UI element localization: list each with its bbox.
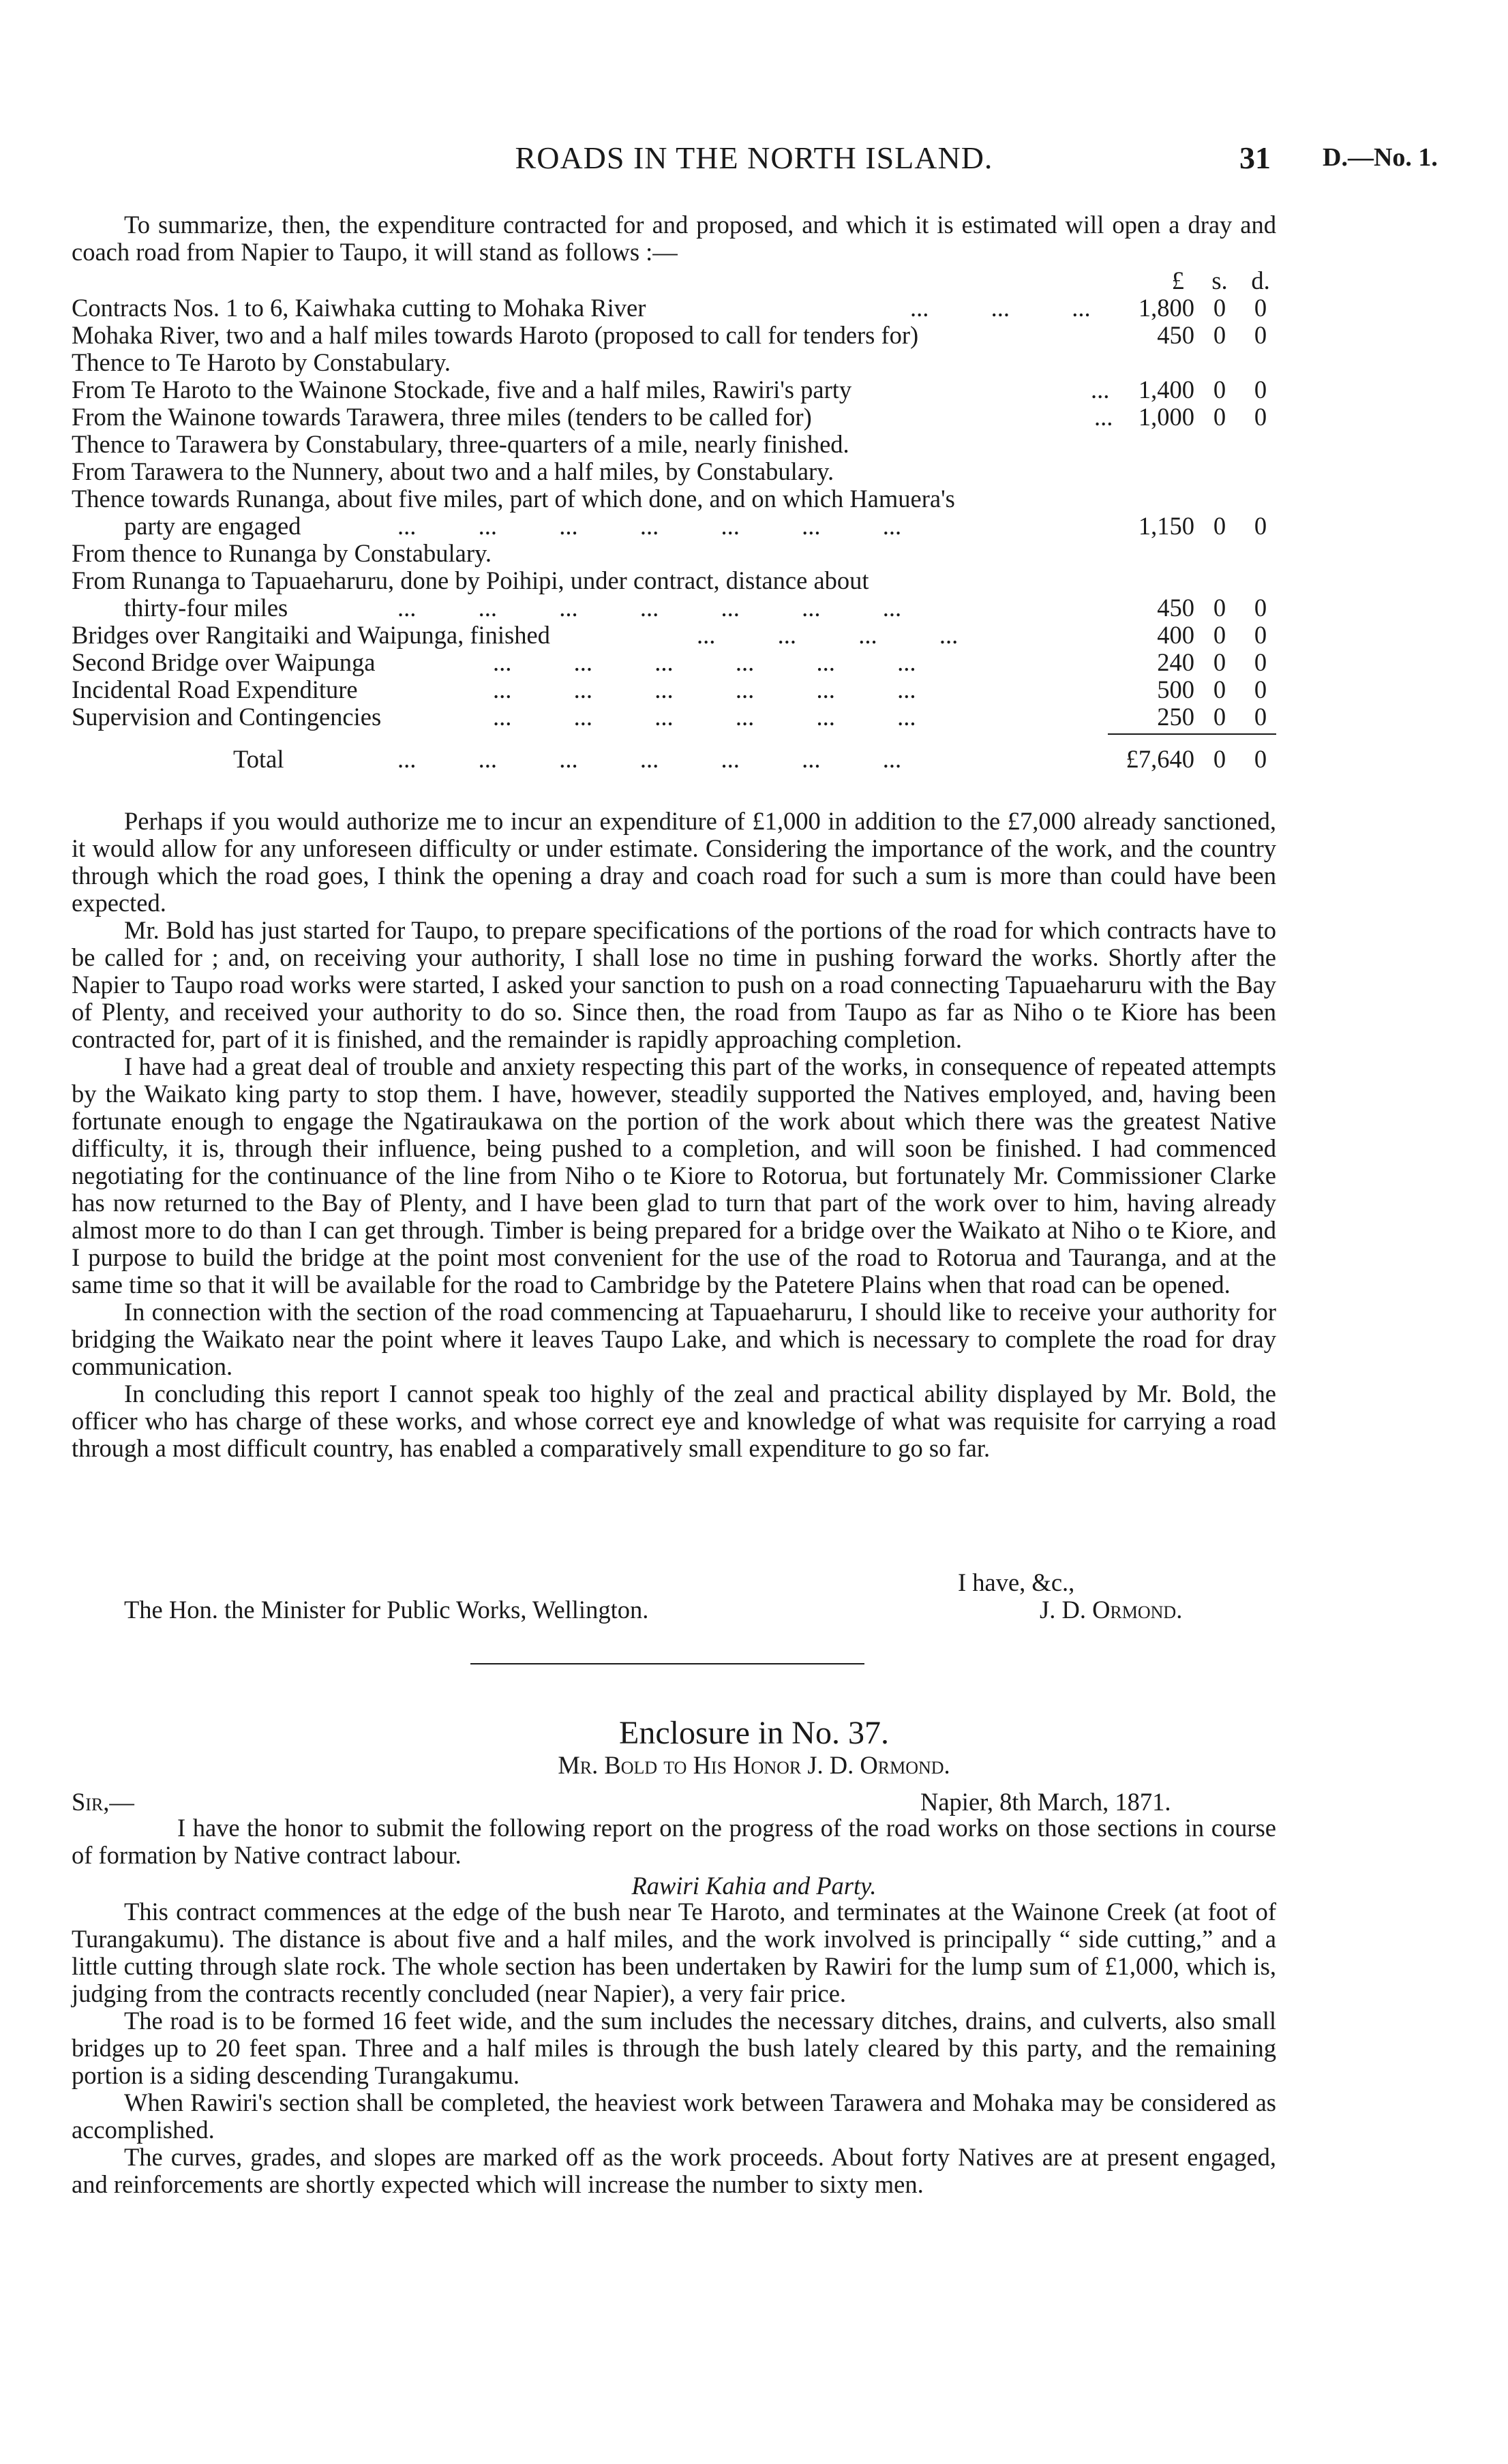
table-header-row	[72, 266, 1276, 293]
body-paragraph: In connection with the section of the road commencing at Tapuaeharuru, I should like to receive your authority for bridging the Waikato near the point where it leaves Taupo Lake, and which is necessary to complete the road for dray communication.	[72, 1298, 1276, 1380]
row-description: Supervision and Contingencies	[72, 703, 382, 731]
page-number: 31	[1239, 140, 1271, 175]
total-rule	[1108, 733, 1276, 735]
document-reference: D.—No. 1.	[1323, 143, 1438, 172]
row-leader-dots: ...	[1091, 376, 1110, 404]
col-pounds-header: £	[1171, 267, 1184, 294]
row-shillings: 0	[1213, 512, 1226, 540]
table-row	[72, 375, 1276, 402]
signature: J. D. Ormond.	[1040, 1596, 1183, 1624]
row-pounds: 450	[1157, 321, 1194, 349]
dateline: Napier, 8th March, 1871.	[920, 1788, 1171, 1816]
expenditure-table	[72, 266, 1276, 774]
row-leader-dots: ... ... ... ... ... ... ...	[397, 512, 902, 540]
row-pounds: 400	[1157, 621, 1194, 649]
table-row	[72, 566, 1276, 593]
row-shillings: 0	[1213, 321, 1226, 349]
col-pence-header: d.	[1251, 267, 1270, 294]
row-pence: 0	[1254, 621, 1267, 649]
row-shillings: 0	[1213, 403, 1226, 431]
row-pounds: 500	[1157, 675, 1194, 703]
body-paragraph: In concluding this report I cannot speak too highly of the zeal and practical ability displayed by Mr. Bold, the officer who has charge of these works, and whose correct eye and knowledge of what was requisite for carrying a road through a most difficult country, has enabled a comparatively small expenditure to go so far.	[72, 1380, 1276, 1462]
row-pence: 0	[1254, 594, 1267, 622]
page-header	[0, 133, 1508, 181]
row-leader-dots: ... ... ... ... ... ...	[493, 675, 916, 703]
enclosure-paragraph: The road is to be formed 16 feet wide, and the sum includes the necessary ditches, drains, and culverts, also small bridges up to 20 feet span. Three and a half miles is through the bush lately cleared by this party, and the remaining portion is a siding descending Turangakumu.	[72, 2007, 1276, 2089]
row-shillings: 0	[1213, 675, 1226, 703]
enclosure-paragraph: When Rawiri's section shall be completed, the heaviest work between Tarawera and Mohaka may be considered as accomplished.	[72, 2088, 1276, 2144]
table-row	[72, 675, 1276, 702]
row-description: Thence to Tarawera by Constabulary, three-quarters of a mile, nearly finished.	[72, 430, 849, 458]
body-paragraph: Perhaps if you would authorize me to incur an expenditure of £1,000 in addition to the £7,000 already sanctioned, it would allow for any unforeseen difficulty or under estimate. Considering the importance of the work, and the country through which the road goes, I think the opening a dray and coach road for such a sum is more than could have been expected.	[72, 807, 1276, 917]
enclosure-paragraph: The curves, grades, and slopes are marked off as the work proceeds. About forty Natives are at present engaged, and reinforcements are shortly expected which will increase the number to sixty men.	[72, 2143, 1276, 2198]
row-description: From the Wainone towards Tarawera, three miles (tenders to be called for)	[72, 403, 812, 431]
row-leader-dots: ...	[1094, 403, 1113, 431]
row-pounds: 1,150	[1138, 512, 1194, 540]
row-pence: 0	[1254, 512, 1267, 540]
row-shillings: 0	[1213, 594, 1226, 622]
row-pence: 0	[1254, 703, 1267, 731]
table-row	[72, 620, 1276, 648]
enclosure-paragraph: This contract commences at the edge of the bush near Te Haroto, and terminates at the Wainone Creek (at foot of Turangakumu). The distance is about five and a half miles, and the work involved is principally “ side cutting,” and a little cutting through slate rock. The whole section has been undertaken by Rawiri for the lump sum of £1,000, which is, judging from the contracts recently concluded (near Napier), a very fair price.	[72, 1898, 1276, 2007]
row-description: From thence to Runanga by Constabulary.	[72, 539, 492, 567]
table-row	[72, 457, 1276, 484]
row-description: Thence to Te Haroto by Constabulary.	[72, 348, 451, 376]
row-leader-dots: ... ... ...	[910, 294, 1091, 322]
row-description: Incidental Road Expenditure	[72, 675, 358, 703]
row-description: Mohaka River, two and a half miles towards Haroto (proposed to call for tenders for)	[72, 321, 919, 349]
row-shillings: 0	[1213, 294, 1226, 322]
summary-intro	[72, 211, 1276, 266]
table-row	[72, 538, 1276, 566]
col-shillings-header: s.	[1211, 267, 1228, 294]
table-row	[72, 511, 1276, 538]
enclosure-body	[72, 1898, 1276, 2198]
row-shillings: 0	[1213, 703, 1226, 731]
row-pounds: 1,800	[1138, 294, 1194, 322]
total-row	[72, 744, 1276, 774]
table-row	[72, 648, 1276, 675]
table-row	[72, 293, 1276, 320]
total-pence: 0	[1254, 745, 1267, 773]
intro-paragraph: To summarize, then, the expenditure contracted for and proposed, and which it is estimated will open a dray and coach road from Napier to Taupo, it will stand as follows :—	[72, 211, 1276, 266]
salutation: Sir,—	[72, 1788, 134, 1816]
section-divider	[470, 1663, 864, 1664]
row-pounds: 240	[1157, 648, 1194, 676]
row-shillings: 0	[1213, 621, 1226, 649]
running-title: ROADS IN THE NORTH ISLAND.	[515, 140, 993, 175]
table-row	[72, 402, 1276, 429]
total-label: Total	[233, 745, 284, 773]
valediction: I have, &c.,	[958, 1568, 1075, 1596]
row-shillings: 0	[1213, 376, 1226, 404]
total-shillings: 0	[1213, 745, 1226, 773]
row-pounds: 450	[1157, 594, 1194, 622]
table-row	[72, 593, 1276, 620]
row-pounds: 1,000	[1138, 403, 1194, 431]
total-pounds: £7,640	[1126, 745, 1194, 773]
letter-body	[72, 808, 1276, 1462]
addressee: The Hon. the Minister for Public Works, Wellington.	[124, 1596, 649, 1624]
row-pence: 0	[1254, 321, 1267, 349]
row-pence: 0	[1254, 294, 1267, 322]
section-heading: Rawiri Kahia and Party.	[631, 1872, 877, 1900]
row-description: From Te Haroto to the Wainone Stockade, five and a half miles, Rawiri's party	[72, 376, 852, 404]
enclosure-title: Enclosure in No. 37.	[619, 1715, 889, 1751]
table-row	[72, 320, 1276, 348]
row-shillings: 0	[1213, 648, 1226, 676]
table-body	[72, 293, 1276, 729]
row-leader-dots: ... ... ... ... ... ...	[493, 648, 916, 676]
enclosure-intro-paragraph: I have the honor to submit the following report on the progress of the road works on those sections in course of formation by Native contract labour.	[72, 1814, 1276, 1869]
total-dots: ... ... ... ... ... ... ...	[397, 745, 902, 773]
row-description: Thence towards Runanga, about five miles, part of which done, and on which Hamuera's	[72, 485, 955, 513]
total-rule-area	[72, 729, 1276, 744]
enclosure-intro	[72, 1814, 1276, 1869]
row-description: From Runanga to Tapuaeharuru, done by Poihipi, under contract, distance about	[72, 566, 869, 594]
row-description: party are engaged	[124, 512, 301, 540]
enclosure-subtitle: Mr. Bold to His Honor J. D. Ormond.	[558, 1751, 950, 1779]
row-description: Bridges over Rangitaiki and Waipunga, finished	[72, 621, 550, 649]
row-pence: 0	[1254, 648, 1267, 676]
table-row	[72, 484, 1276, 511]
row-pence: 0	[1254, 403, 1267, 431]
table-row	[72, 429, 1276, 457]
row-description: From Tarawera to the Nunnery, about two and a half miles, by Constabulary.	[72, 457, 834, 485]
row-leader-dots: ... ... ... ... ... ... ...	[397, 594, 902, 622]
table-row	[72, 702, 1276, 729]
body-paragraph: Mr. Bold has just started for Taupo, to prepare specifications of the portions of the road for which contracts have to be called for ; and, on receiving your authority, I shall lose no time in pushing forward the works. Shortly after the Napier to Taupo road works were started, I asked your sanction to push on a road connecting Tapuaeharuru with the Bay of Plenty, and received your authority to do so. Since then, the road from Taupo as far as Niho o te Kiore has been contracted for, part of it is finished, and the remainder is rapidly approaching completion.	[72, 916, 1276, 1053]
table-row	[72, 348, 1276, 375]
row-pence: 0	[1254, 376, 1267, 404]
row-description: Contracts Nos. 1 to 6, Kaiwhaka cutting to Mohaka River	[72, 294, 646, 322]
row-description: Second Bridge over Waipunga	[72, 648, 376, 676]
row-pounds: 250	[1157, 703, 1194, 731]
row-leader-dots: ... ... ... ...	[697, 621, 959, 649]
row-leader-dots: ... ... ... ... ... ...	[493, 703, 916, 731]
row-pounds: 1,400	[1138, 376, 1194, 404]
row-pence: 0	[1254, 675, 1267, 703]
body-paragraph: I have had a great deal of trouble and anxiety respecting this part of the works, in consequence of repeated attempts by the Waikato king party to stop them. I have, however, steadily supported the Natives employed, and, having been fortunate enough to engage the Ngatiraukawa on the portion of the work about which there was the greatest Native difficulty, it is, through their influence, being pushed to a completion, and will soon be finished. I had commenced negotiating for the continuance of the line from Niho o te Kiore to Rotorua, but fortunately Mr. Commissioner Clarke has now returned to the Bay of Plenty, and I have been glad to turn that part of the work over to him, having already almost more to do than I can get through. Timber is being prepared for a bridge over the Waikato at Niho o te Kiore, and I purpose to build the bridge at the point most convenient for the use of the road to Rotorua and Tauranga, and at the same time so that it will be available for the road to Cambridge by the Patetere Plains when that road can be opened.	[72, 1052, 1276, 1298]
row-description: thirty-four miles	[124, 594, 288, 622]
